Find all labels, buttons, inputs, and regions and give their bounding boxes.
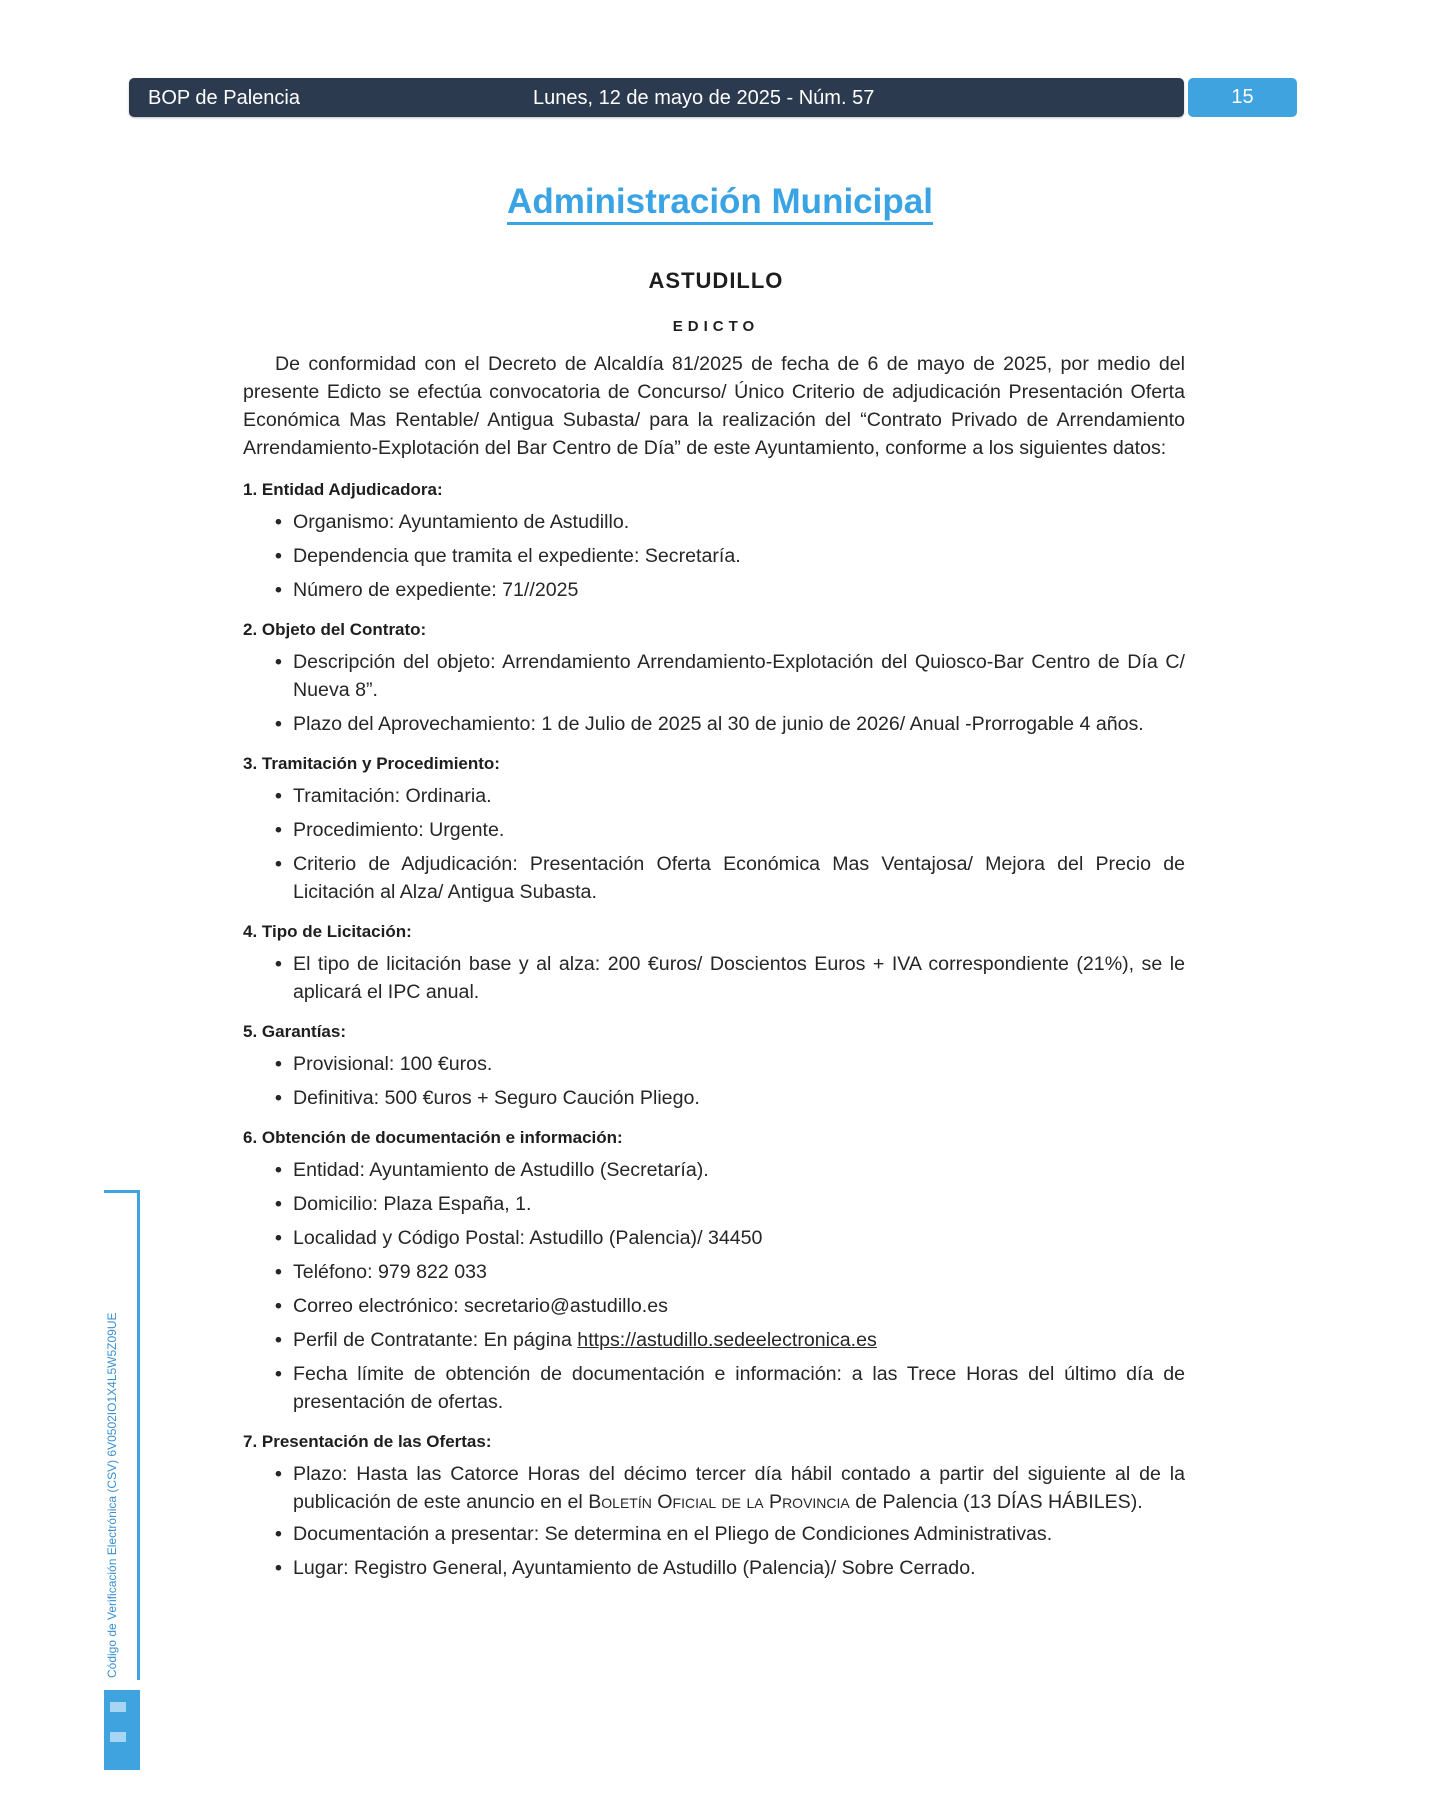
header-bar: [129, 78, 1184, 117]
profile-link[interactable]: https://astudillo.sedeelectronica.es: [577, 1329, 877, 1351]
list-item: • Procedimiento: Urgente.: [275, 819, 505, 841]
list-item: • Provisional: 100 €uros.: [275, 1053, 493, 1075]
issue-date: Lunes, 12 de mayo de 2025 - Núm. 57: [533, 87, 875, 109]
page-number: 15: [1188, 78, 1297, 117]
bullet-list: [243, 648, 1185, 738]
list-item: • Teléfono: 979 822 033: [275, 1261, 487, 1283]
verification-code: Código de Verificación Electrónica (CSV) 6V0502IO1X4L5W5Z09UE: [105, 1312, 119, 1678]
section-title: [0, 182, 1440, 222]
list-item: • Número de expediente: 71//2025: [275, 579, 579, 601]
list-item: • Fecha límite de obtención de documentación e información: a las Trece Horas del último día de presentación de ofertas.: [275, 1363, 1185, 1413]
list-item: • Correo electrónico: secretario@astudillo.es: [275, 1295, 668, 1317]
list-item: • Descripción del objeto: Arrendamiento Arrendamiento-Explotación del Quiosco-Bar Centro de Día C/ Nueva 8”.: [275, 651, 1185, 701]
list-item: • Entidad: Ayuntamiento de Astudillo (Secretaría).: [275, 1159, 709, 1181]
list-item: • Lugar: Registro General, Ayuntamiento de Astudillo (Palencia)/ Sobre Cerrado.: [275, 1557, 976, 1579]
publication-name: BOP de Palencia: [148, 87, 300, 109]
bullet-list: [243, 1460, 1185, 1582]
bullet-list: [243, 782, 1185, 906]
town-name: ASTUDILLO: [648, 268, 784, 293]
list-item: • Definitiva: 500 €uros + Seguro Caución Pliego.: [275, 1087, 700, 1109]
list-item: • El tipo de licitación base y al alza: 200 €uros/ Doscientos Euros + IVA correspondiente (21%), se le aplicará el IPC anual.: [275, 953, 1185, 1003]
section-heading: 3. Tramitación y Procedimiento:: [243, 754, 500, 773]
section-heading: 4. Tipo de Licitación:: [243, 922, 412, 941]
bar-mark-icon: [110, 1732, 126, 1742]
list-item: • Plazo: Hasta las Catorce Horas del décimo tercer día hábil contado a partir del siguiente al de la publicación de este anuncio en el Boletín Oficial de la Provincia de Palencia (13 DÍAS HÁBILES).: [275, 1463, 1185, 1513]
list-item: • Documentación a presentar: Se determina en el Pliego de Condiciones Administrativas.: [275, 1523, 1053, 1545]
section-heading: 5. Garantías:: [243, 1022, 346, 1041]
edict-body: [243, 350, 1185, 1582]
list-item: • Organismo: Ayuntamiento de Astudillo.: [275, 511, 630, 533]
section-heading: 6. Obtención de documentación e información:: [243, 1128, 623, 1147]
bullet-list: [243, 1050, 1185, 1112]
bullet-list: [243, 508, 1185, 604]
bar-mark-icon: [110, 1702, 126, 1712]
section-title-text: Administración Municipal: [507, 182, 933, 225]
list-item: • Domicilio: Plaza España, 1.: [275, 1193, 532, 1215]
list-item: • Perfil de Contratante: En página https://astudillo.sedeelectronica.es: [275, 1329, 877, 1351]
list-item: • Tramitación: Ordinaria.: [275, 785, 492, 807]
intro-paragraph: De conformidad con el Decreto de Alcaldía 81/2025 de fecha de 6 de mayo de 2025, por medio del presente Edicto se efectúa convocatoria de Concurso/ Único Criterio de adjudicación Presentación Oferta Económica Mas Rentable/ Antigua Subasta/ para la realización del “Contrato Privado de Arrendamiento Arrendamiento-Explotación del Bar Centro de Día” de este Ayuntamiento, conforme a los siguientes datos:: [243, 353, 1185, 459]
bullet-list: [243, 1156, 1185, 1416]
verification-block: [104, 1690, 140, 1770]
list-item: • Criterio de Adjudicación: Presentación Oferta Económica Mas Ventajosa/ Mejora del Precio de Licitación al Alza/ Antigua Subasta.: [275, 853, 1185, 903]
bullet-list: [243, 950, 1185, 1006]
bulletin-name: Boletín Oficial de la Provincia: [588, 1491, 850, 1513]
list-item: • Plazo del Aprovechamiento: 1 de Julio de 2025 al 30 de junio de 2026/ Anual -Prorrogable 4 años.: [275, 713, 1144, 735]
document-type: EDICTO: [672, 318, 760, 335]
section-heading: 2. Objeto del Contrato:: [243, 620, 427, 639]
section-heading: 1. Entidad Adjudicadora:: [243, 480, 443, 499]
list-item: • Localidad y Código Postal: Astudillo (Palencia)/ 34450: [275, 1227, 763, 1249]
section-heading: 7. Presentación de las Ofertas:: [243, 1432, 492, 1451]
list-item: • Dependencia que tramita el expediente: Secretaría.: [275, 545, 741, 567]
